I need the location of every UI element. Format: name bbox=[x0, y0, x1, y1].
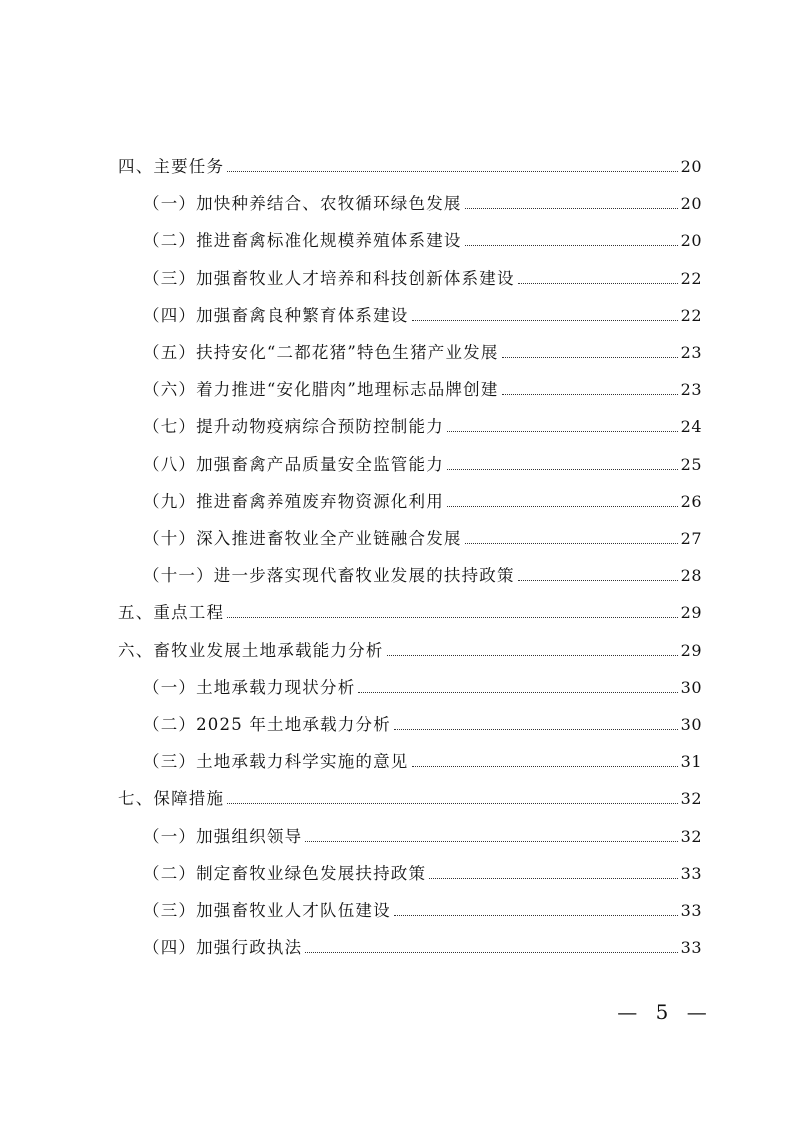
toc-dot-leader bbox=[447, 469, 678, 470]
toc-entry-label: （二）推进畜禽标准化规模养殖体系建设 bbox=[143, 231, 462, 251]
toc-entry[interactable] bbox=[143, 745, 702, 773]
toc-entry-page: 33 bbox=[680, 863, 702, 883]
toc-entry-page: 23 bbox=[680, 380, 702, 400]
toc-entry[interactable] bbox=[143, 931, 702, 959]
toc-dot-leader bbox=[412, 320, 678, 321]
toc-entry-page: 33 bbox=[680, 901, 702, 920]
toc-entry-page: 30 bbox=[680, 677, 702, 697]
toc-entry-label: （二）2025 年土地承载力分析 bbox=[143, 715, 391, 734]
toc-dot-leader bbox=[227, 171, 677, 172]
toc-dot-leader bbox=[387, 655, 678, 656]
toc-entry-label: （三）加强畜牧业人才队伍建设 bbox=[143, 901, 391, 920]
toc-entry-page: 22 bbox=[680, 305, 702, 325]
toc-entry[interactable] bbox=[143, 671, 702, 699]
toc-dot-leader bbox=[447, 506, 678, 507]
toc-entry-label: （四）加强行政执法 bbox=[143, 938, 303, 958]
toc-entry[interactable] bbox=[118, 150, 702, 178]
toc-entry[interactable] bbox=[143, 708, 702, 736]
toc-entry-label: （四）加强畜禽良种繁育体系建设 bbox=[143, 305, 409, 325]
toc-dot-leader bbox=[502, 357, 678, 358]
toc-entry[interactable] bbox=[143, 373, 702, 401]
toc-dot-leader bbox=[394, 915, 678, 916]
toc-entry-page: 30 bbox=[680, 715, 702, 734]
toc-entry[interactable] bbox=[143, 857, 702, 885]
toc-entry-label: 五、重点工程 bbox=[118, 603, 225, 623]
toc-dot-leader bbox=[227, 803, 677, 804]
toc-entry[interactable] bbox=[143, 894, 702, 922]
toc-entry[interactable] bbox=[143, 559, 702, 587]
toc-entry[interactable] bbox=[143, 224, 702, 252]
toc-entry-label: （十一）进一步落实现代畜牧业发展的扶持政策 bbox=[143, 566, 515, 586]
toc-entry-label: （十）深入推进畜牧业全产业链融合发展 bbox=[143, 529, 462, 548]
toc-entry-page: 22 bbox=[680, 268, 702, 288]
toc-entry-page: 32 bbox=[680, 826, 702, 846]
toc-entry[interactable] bbox=[143, 820, 702, 848]
toc-entry-label: （一）加快种养结合、农牧循环绿色发展 bbox=[143, 194, 462, 214]
toc-entry-label: （六）着力推进“安化腊肉”地理标志品牌创建 bbox=[143, 380, 499, 400]
toc-entry[interactable] bbox=[143, 336, 702, 364]
toc-dot-leader bbox=[518, 283, 678, 284]
toc-entry-label: （七）提升动物疫病综合预防控制能力 bbox=[143, 417, 444, 437]
toc-entry-page: 28 bbox=[680, 566, 702, 586]
page-number: — 5 — bbox=[617, 1000, 713, 1024]
toc-entry-label: （三）土地承载力科学实施的意见 bbox=[143, 752, 409, 772]
toc-dot-leader bbox=[465, 208, 678, 209]
toc-dot-leader bbox=[394, 729, 678, 730]
toc-entry-page: 26 bbox=[680, 491, 702, 511]
toc-entry-label: （一）加强组织领导 bbox=[143, 826, 303, 846]
toc-entry-page: 31 bbox=[680, 752, 702, 772]
toc-entry-page: 33 bbox=[680, 938, 702, 958]
toc-entry-page: 25 bbox=[680, 454, 702, 474]
toc-dot-leader bbox=[465, 543, 678, 544]
toc-entry-page: 27 bbox=[680, 529, 702, 548]
toc-entry[interactable] bbox=[118, 596, 702, 624]
toc-dot-leader bbox=[447, 431, 678, 432]
toc-entry[interactable] bbox=[143, 522, 702, 550]
toc-dot-leader bbox=[429, 878, 677, 879]
toc-entry-page: 29 bbox=[680, 640, 702, 660]
toc-dot-leader bbox=[305, 841, 677, 842]
toc-entry[interactable] bbox=[118, 634, 702, 662]
toc-dot-leader bbox=[518, 580, 678, 581]
toc-entry-page: 29 bbox=[680, 603, 702, 623]
toc-dot-leader bbox=[358, 692, 677, 693]
toc-entry[interactable] bbox=[143, 262, 702, 290]
toc-entry[interactable] bbox=[143, 448, 702, 476]
toc-entry-label: 四、主要任务 bbox=[118, 157, 225, 176]
toc-entry-label: （九）推进畜禽养殖废弃物资源化利用 bbox=[143, 491, 444, 511]
toc-entry-label: （一）土地承载力现状分析 bbox=[143, 677, 356, 697]
toc-entry-label: 七、保障措施 bbox=[118, 789, 225, 809]
toc-dot-leader bbox=[465, 245, 678, 246]
toc-dot-leader bbox=[412, 766, 678, 767]
toc-dot-leader bbox=[227, 617, 677, 618]
toc-entry-page: 20 bbox=[680, 231, 702, 251]
toc-entry[interactable] bbox=[143, 299, 702, 327]
toc-entry-label: （三）加强畜牧业人才培养和科技创新体系建设 bbox=[143, 268, 515, 288]
toc-entry-label: 六、畜牧业发展土地承载能力分析 bbox=[118, 640, 384, 660]
toc-entry-page: 32 bbox=[680, 789, 702, 809]
toc-entry-label: （二）制定畜牧业绿色发展扶持政策 bbox=[143, 863, 427, 883]
toc-dot-leader bbox=[502, 394, 678, 395]
toc-entry[interactable] bbox=[143, 410, 702, 438]
toc-entry[interactable] bbox=[143, 187, 702, 215]
toc-dot-leader bbox=[305, 952, 677, 953]
toc-entry-page: 20 bbox=[680, 194, 702, 214]
toc-entry-label: （五）扶持安化“二都花猪”特色生猪产业发展 bbox=[143, 343, 499, 362]
toc-entry[interactable] bbox=[143, 485, 702, 513]
toc-entry[interactable] bbox=[118, 782, 702, 810]
toc-entry-page: 24 bbox=[680, 417, 702, 437]
toc-entry-page: 23 bbox=[680, 343, 702, 362]
toc-entry-label: （八）加强畜禽产品质量安全监管能力 bbox=[143, 454, 444, 474]
toc-entry-page: 20 bbox=[680, 157, 702, 176]
